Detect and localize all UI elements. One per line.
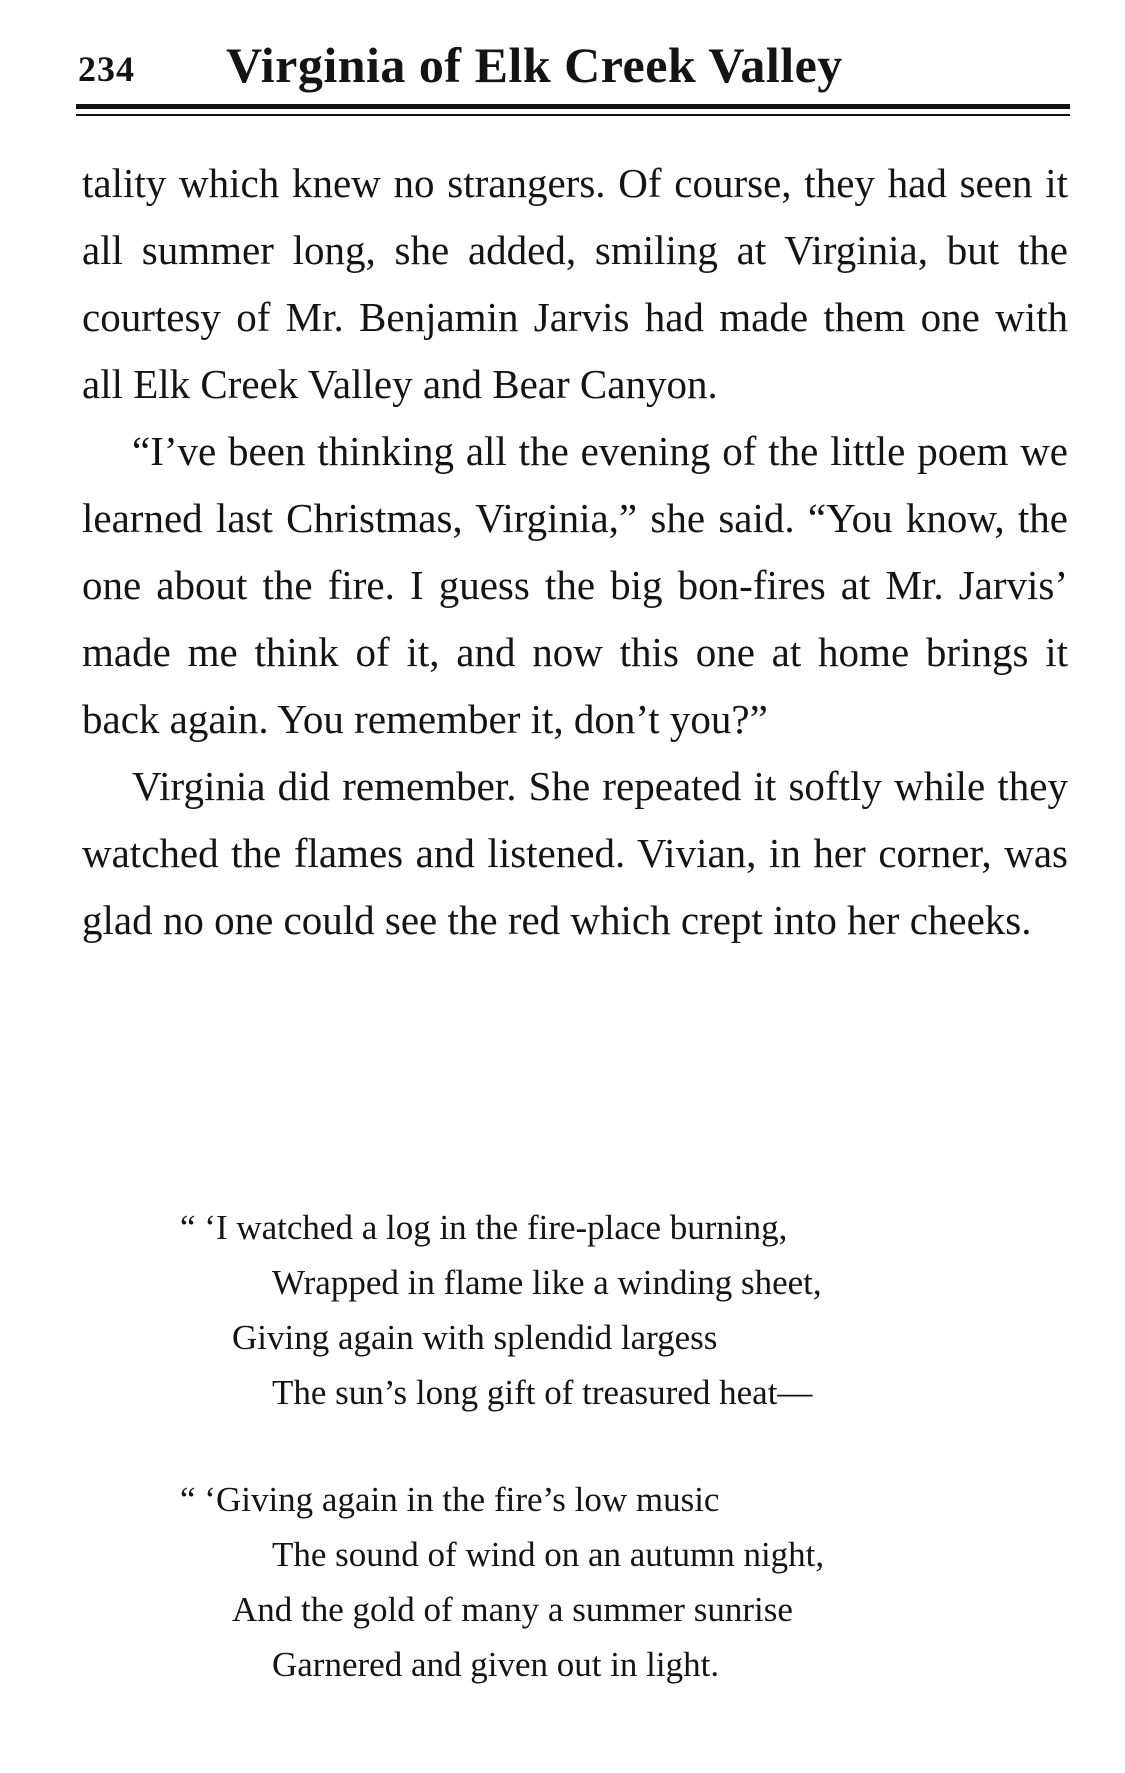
poem-stanza [180, 1472, 1000, 1692]
page-header [78, 30, 1068, 100]
poem-line: The sun’s long gift of treasured heat— [272, 1373, 813, 1412]
body-text [82, 150, 1068, 954]
poem-line: Garnered and given out in light. [272, 1645, 720, 1684]
poem-line: Giving again with splendid largess [232, 1318, 718, 1357]
poem-line: Wrapped in flame like a winding sheet, [272, 1263, 822, 1302]
poem-line: “ ‘Giving again in the fire’s low music [180, 1480, 720, 1519]
poem-line: The sound of wind on an autumn night, [272, 1535, 825, 1574]
poem-line: And the gold of many a summer sunrise [232, 1590, 793, 1629]
poem-stanza [180, 1200, 1000, 1420]
paragraph-continued: tality which knew no strangers. Of course, they had seen it all summer long, she added, smiling at Virginia, but the courtesy of Mr. Benjamin Jarvis had made them one with all Elk Creek Valley and Bear Canyon. [82, 160, 1068, 407]
header-rule-thick [76, 104, 1070, 109]
poem-line: “ ‘I watched a log in the fire-place burning, [180, 1208, 788, 1247]
paragraph: “I’ve been thinking all the evening of the little poem we learned last Christmas, Virginia,” she said. “You know, the one about the fire. I guess the big bon-fires at Mr. Jarvis’ made me think of it, and now this one at home brings it back again. You remember it, don’t you?” [82, 428, 1068, 742]
poem [180, 1200, 1000, 1744]
page-number: 234 [78, 49, 135, 89]
running-title: Virginia of Elk Creek Valley [226, 37, 843, 93]
paragraph: Virginia did remember. She repeated it softly while they watched the flames and listened. Vivian, in her corner, was glad no one could see the red which crept into her cheeks. [82, 763, 1068, 943]
header-rule-thin [76, 114, 1070, 116]
